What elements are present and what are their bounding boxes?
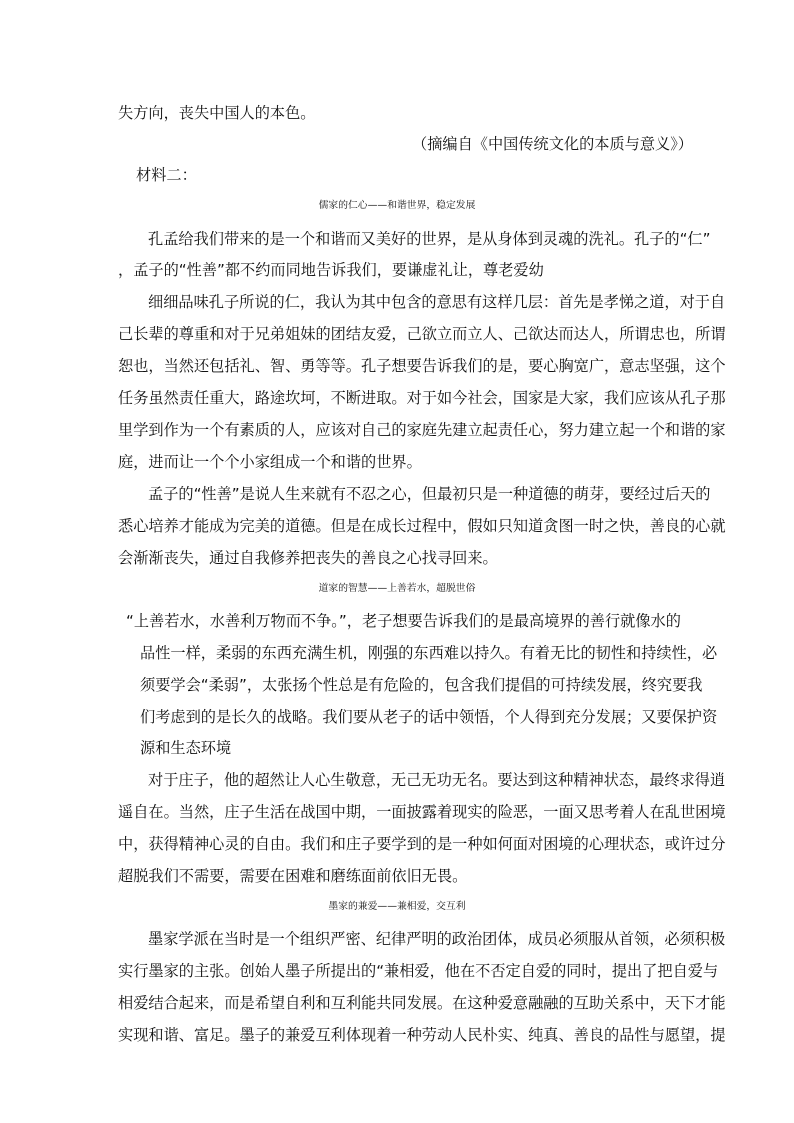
source-citation: （摘编自《中国传统文化的本质与意义》）	[412, 135, 693, 153]
text-line: 相爱结合起来，而是希望自利和互利能共同发展。在这种爱意融融的互助关系中，天下才能	[118, 994, 726, 1012]
text-line: 孟子的“性善”是说人生来就有不忍之心，但最初只是一种道德的萌芽，要经过后天的	[148, 485, 711, 503]
text-line: 实现和谐、富足。墨子的兼爱互利体现着一种劳动人民朴实、纯真、善良的品性与愿望，提	[118, 1026, 726, 1044]
text-line: 恕也，当然还包括礼、智、勇等等。孔子想要告诉我们的是，要心胸宽广，意志坚强，这个	[118, 357, 726, 375]
text-line: 们考虑到的是长久的战略。我们要从老子的话中领悟，个人得到充分发展；又要保护资	[140, 708, 718, 726]
text-line: 中，获得精神心灵的自由。我们和庄子要学到的是一种如何面对困境的心理状态，或许过分	[118, 835, 726, 853]
text-line: 己长辈的尊重和对于兄弟姐妹的团结友爱，己欲立而立人、己欲达而达人，所谓忠也，所谓	[118, 325, 726, 343]
section-heading: 墨家的兼爱——兼相爱，交互利	[328, 901, 466, 912]
text-line: 里学到作为一个有素质的人，应该对自己的家庭先建立起责任心，努力建立起一个和谐的家	[118, 421, 726, 439]
text-line: 会渐渐丧失，通过自我修养把丧失的善良之心找寻回来。	[118, 549, 498, 567]
text-line: ，孟子的“性善”都不约而同地告诉我们，要谦虚礼让，尊老爱幼	[118, 261, 544, 279]
material-label: 材料二：	[136, 166, 197, 184]
text-line: 实行墨家的主张。创始人墨子所提出的“兼相爱，他在不否定自爱的同时，提出了把自爱与	[118, 962, 719, 980]
text-line: 对于庄子，他的超然让人心生敬意，无己无功无名。要达到这种精神状态，最终求得逍	[148, 771, 726, 789]
text-line: 超脱我们不需要，需要在困难和磨练面前依旧无畏。	[118, 867, 468, 885]
text-line: 孔孟给我们带来的是一个和谐而又美好的世界，是从身体到灵魂的洗礼。孔子的“仁”	[148, 230, 711, 248]
section-heading: 道家的智慧——上善若水，超脱世俗	[318, 583, 476, 594]
text-line: 遥自在。当然，庄子生活在战国中期，一面披露着现实的险恶，一面又思考着人在乱世困境	[118, 803, 726, 821]
text-line: 失方向，丧失中国人的本色。	[118, 104, 316, 122]
text-line: 品性一样，柔弱的东西充满生机，刚强的东西难以持久。有着无比的韧性和持续性，必	[140, 644, 718, 662]
text-line: 源和生态环境	[140, 739, 232, 757]
text-line: “上善若水，水善利万物而不争。”，老子想要告诉我们的是最高境界的善行就像水的	[126, 612, 681, 630]
text-line: 须要学会“柔弱”，太张扬个性总是有危险的，包含我们提倡的可持续发展，终究要我	[140, 676, 703, 694]
text-line: 墨家学派在当时是一个组织严密、纪律严明的政治团体，成员必须服从首领，必须积极	[148, 930, 726, 948]
section-heading: 儒家的仁心——和谐世界，稳定发展	[318, 200, 476, 211]
text-line: 任务虽然责任重大，路途坎坷，不断进取。对于如今社会，国家是大家，我们应该从孔子那	[118, 389, 726, 407]
text-line: 庭，进而让一个个小家组成一个和谐的世界。	[118, 453, 422, 471]
text-line: 悉心培养才能成为完美的道德。但是在成长过程中，假如只知道贪图一时之快，善良的心就	[118, 517, 726, 535]
text-line: 细细品味孔子所说的仁，我认为其中包含的意思有这样几层：首先是孝悌之道，对于自	[148, 293, 726, 311]
